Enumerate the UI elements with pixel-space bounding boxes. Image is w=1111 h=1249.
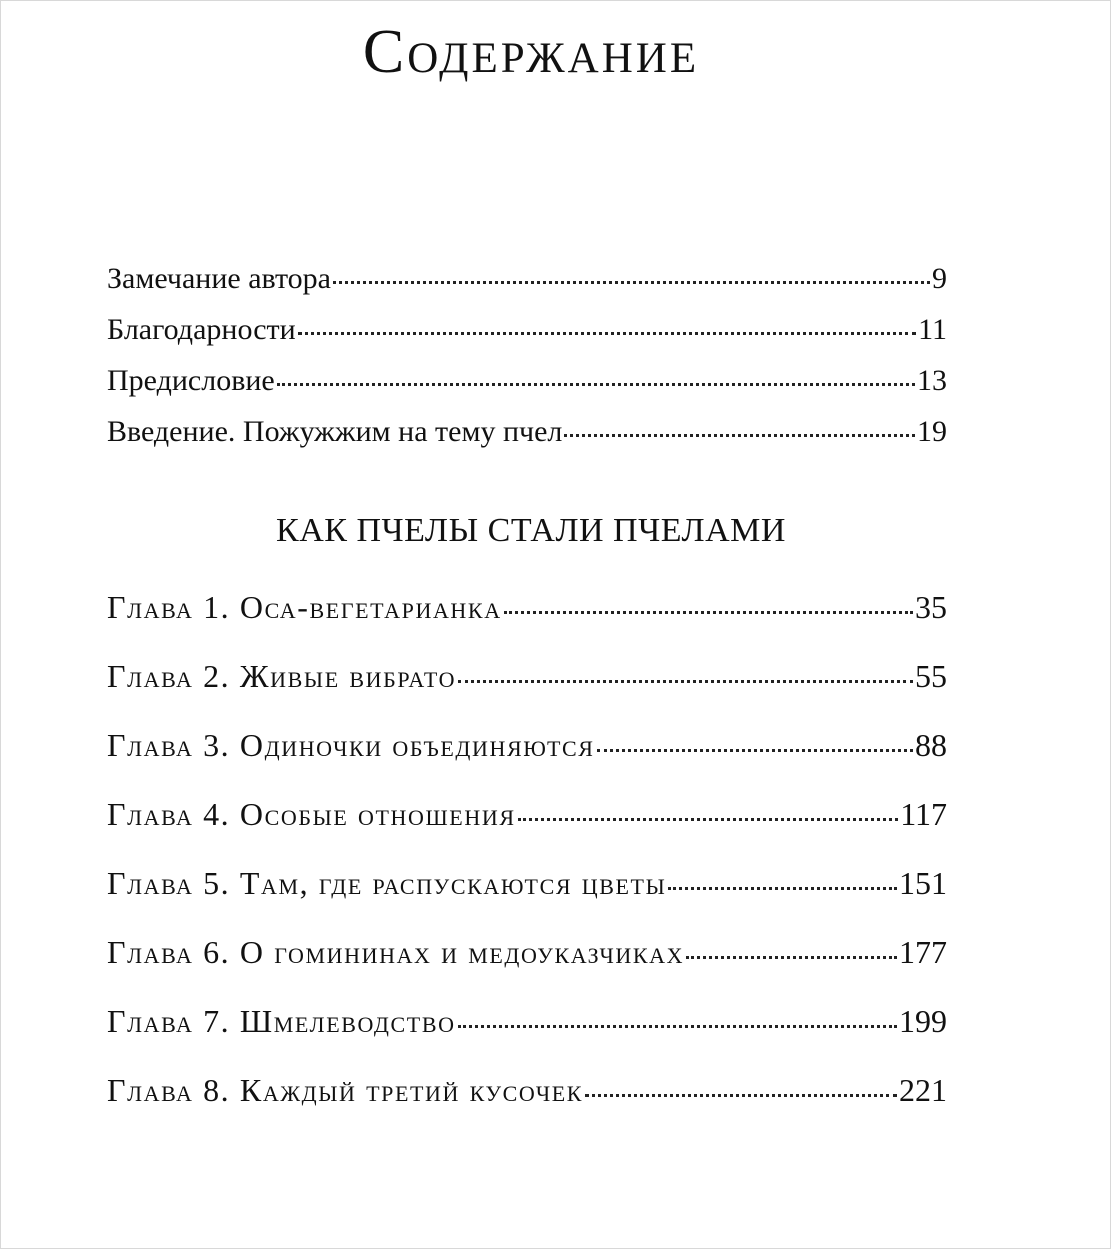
- toc-entry-page: 13: [917, 364, 947, 397]
- toc-entry-label: Благодарности: [107, 313, 296, 346]
- toc-entry-label: Глава 7. Шмелеводство: [107, 1003, 456, 1039]
- page-title: Содержание: [362, 18, 700, 86]
- dot-leader: [277, 383, 915, 386]
- toc-entry-page: 117: [900, 796, 947, 832]
- dot-leader: [333, 281, 930, 284]
- dot-leader: [458, 1025, 897, 1028]
- dot-leader: [504, 611, 913, 614]
- toc-entry-chapter-5: [107, 849, 947, 918]
- dot-leader: [686, 956, 897, 959]
- toc-entry-label: Глава 8. Каждый третий кусочек: [107, 1072, 584, 1108]
- toc-entry-page: 11: [918, 313, 947, 346]
- dot-leader: [668, 887, 897, 890]
- toc-entry-label: Глава 1. Оса-вегетарианка: [107, 589, 502, 625]
- toc-entry-chapter-3: [107, 711, 947, 780]
- dot-leader: [458, 680, 913, 683]
- toc-entry-page: 221: [899, 1072, 947, 1108]
- toc-entry-label: Введение. Пожужжим на тему пчел: [107, 415, 563, 448]
- toc-entry-label: Глава 3. Одиночки объединяются: [107, 727, 595, 763]
- toc-entry-page: 35: [915, 589, 947, 625]
- toc-entry-label: Предисловие: [107, 364, 275, 397]
- front-matter-list: [107, 253, 947, 457]
- toc-entry-page: 9: [932, 262, 947, 295]
- toc-entry-page: 88: [915, 727, 947, 763]
- toc-entry-page: 19: [917, 415, 947, 448]
- dot-leader: [518, 818, 899, 821]
- toc-entry-label: Глава 2. Живые вибрато: [107, 658, 457, 694]
- toc-entry-chapter-1: [107, 573, 947, 642]
- toc-entry-authors-note: [107, 253, 947, 304]
- toc-entry-chapter-8: [107, 1056, 947, 1125]
- toc-entry-page: 151: [899, 865, 947, 901]
- toc-entry-label: Замечание автора: [107, 262, 331, 295]
- toc-entry-preface: [107, 355, 947, 406]
- dot-leader: [564, 434, 915, 437]
- toc-entry-introduction: [107, 406, 947, 457]
- dot-leader: [298, 332, 916, 335]
- dot-leader: [597, 749, 913, 752]
- toc-entry-acknowledgements: [107, 304, 947, 355]
- toc-entry-chapter-4: [107, 780, 947, 849]
- toc-entry-label: Глава 6. О гомининах и медоуказчиках: [107, 934, 685, 970]
- section-heading: КАК ПЧЕЛЫ СТАЛИ ПЧЕЛАМИ: [276, 512, 786, 549]
- toc-entry-chapter-2: [107, 642, 947, 711]
- toc-entry-chapter-6: [107, 918, 947, 987]
- toc-entry-label: Глава 5. Там, где распускаются цветы: [107, 865, 667, 901]
- toc-entry-page: 55: [915, 658, 947, 694]
- toc-entry-chapter-7: [107, 987, 947, 1056]
- chapter-list: [107, 573, 947, 1125]
- toc-entry-page: 199: [899, 1003, 947, 1039]
- toc-entry-page: 177: [899, 934, 947, 970]
- toc-entry-label: Глава 4. Особые отношения: [107, 796, 516, 832]
- dot-leader: [585, 1094, 897, 1097]
